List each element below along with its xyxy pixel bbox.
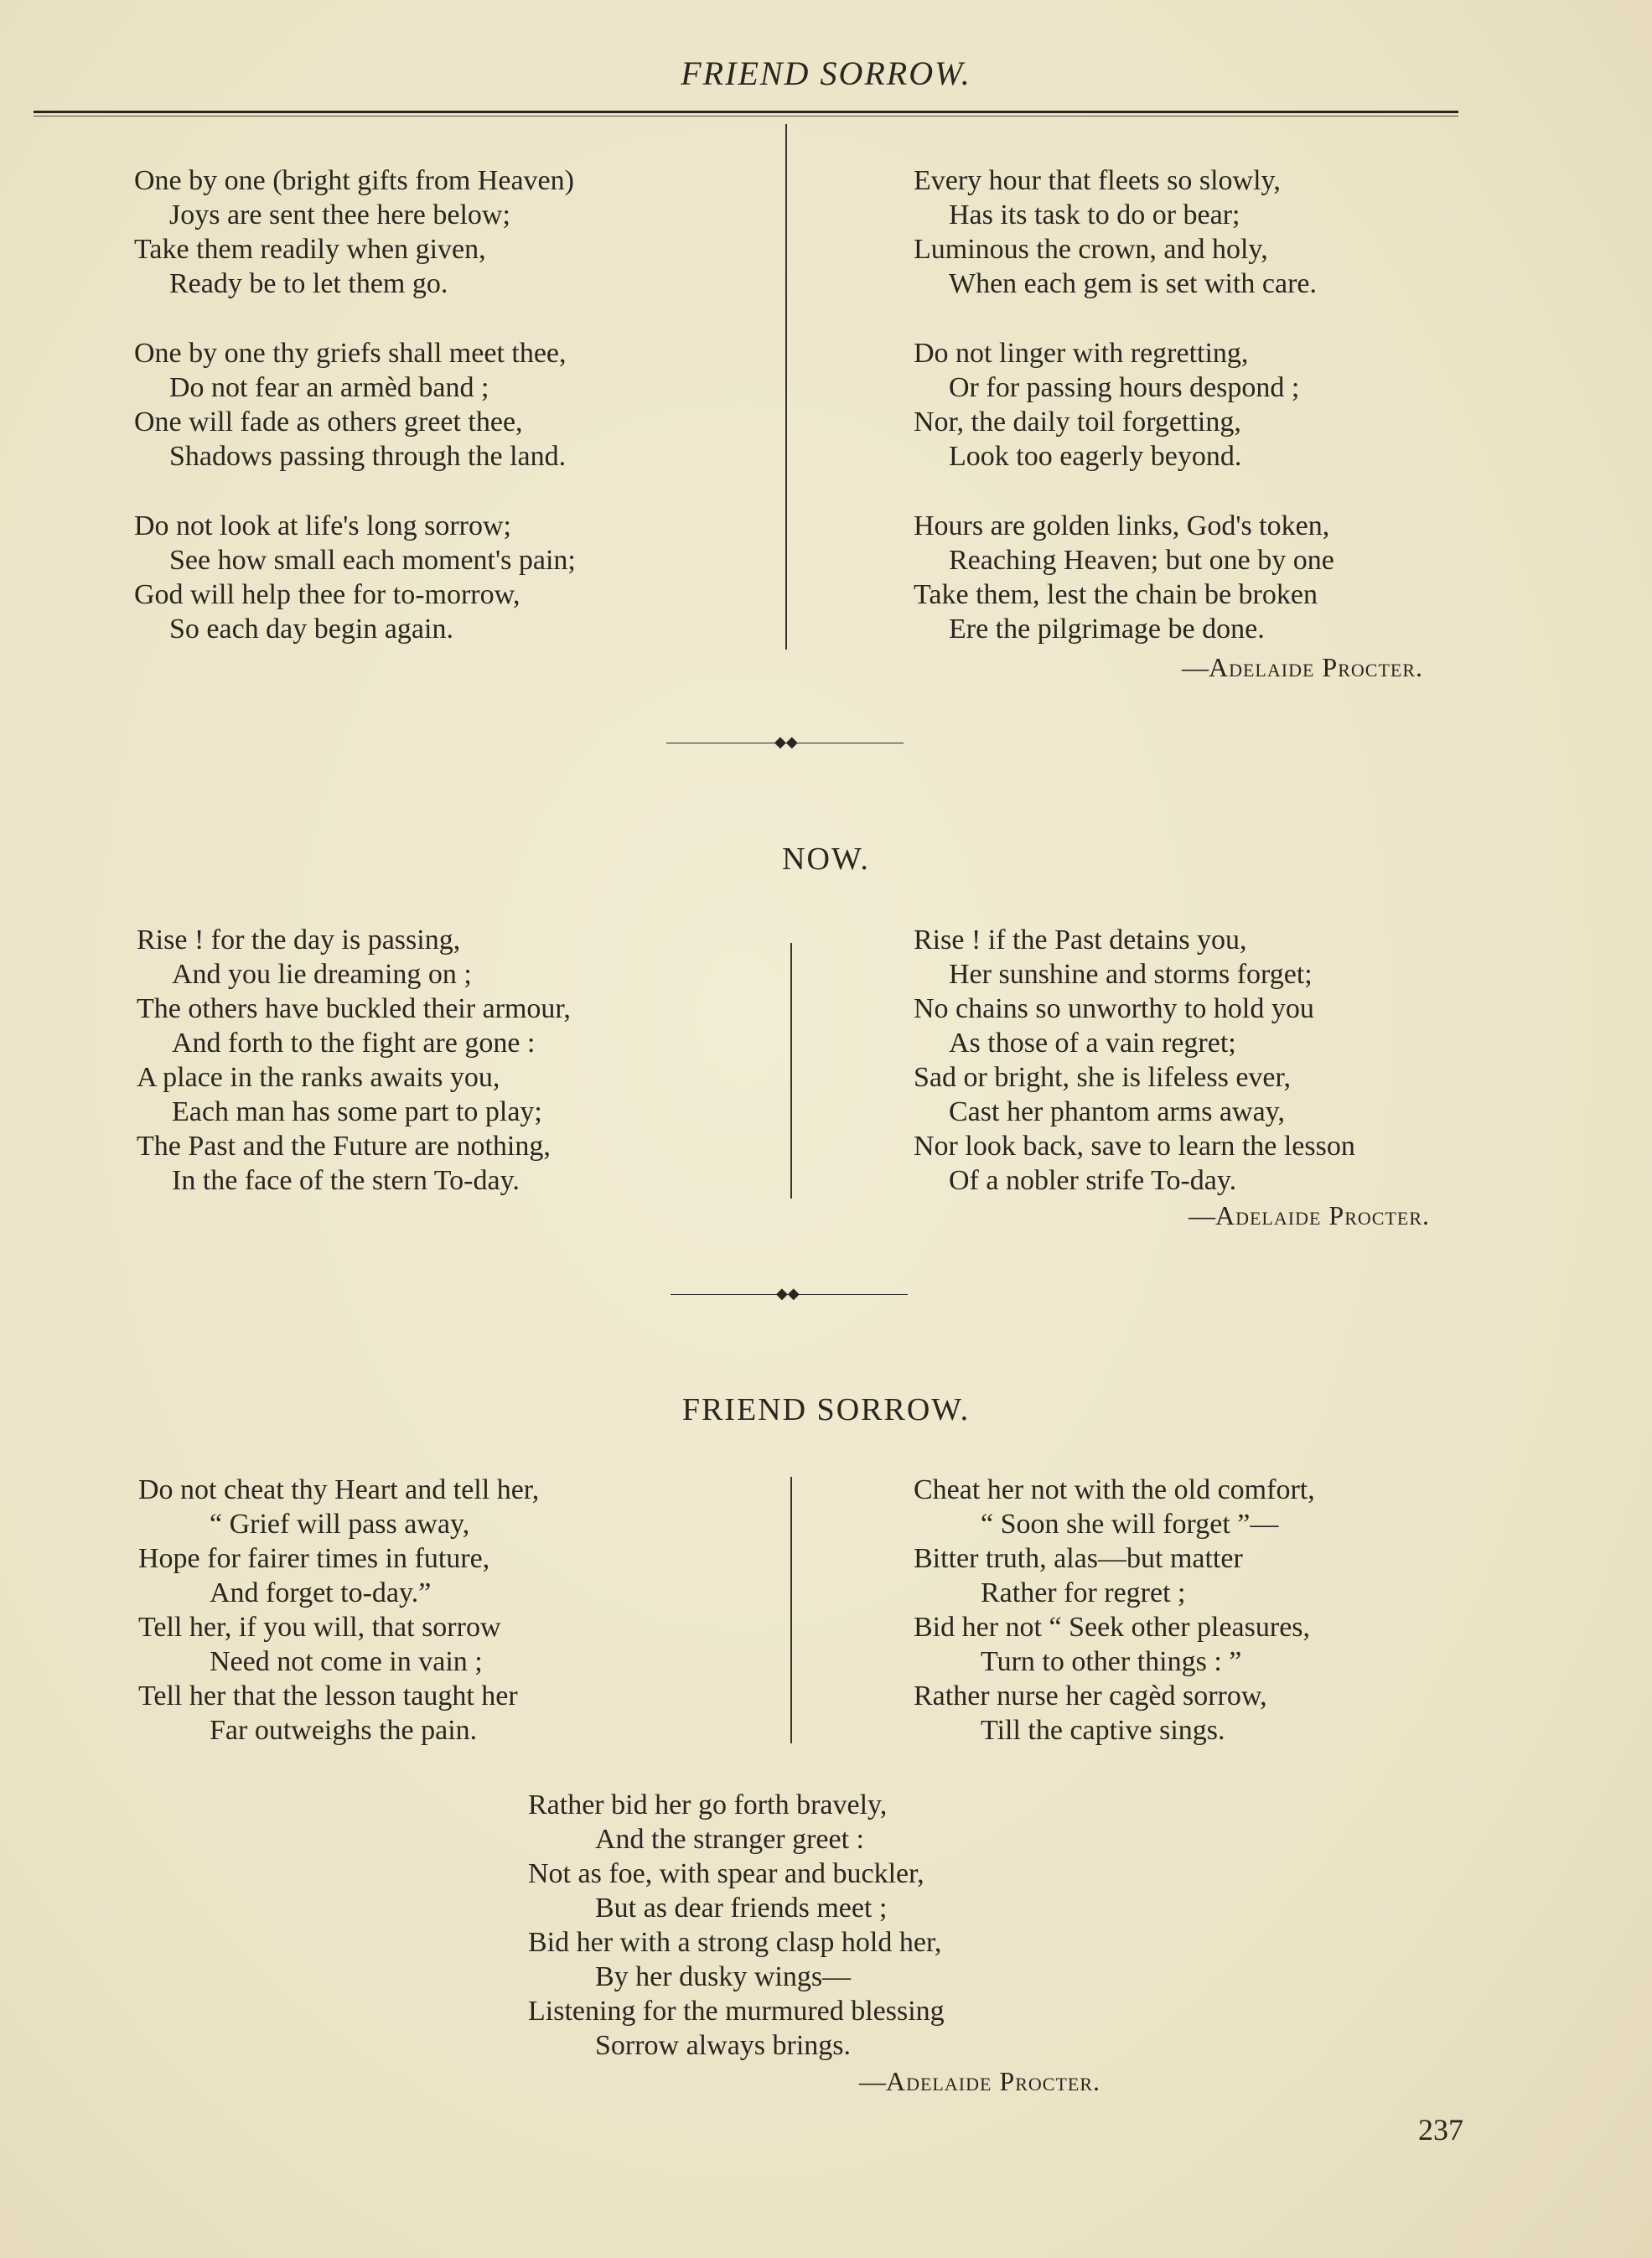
verse-line: Look too eagerly beyond. xyxy=(949,441,1242,472)
poem2-left-stanza xyxy=(137,923,571,1198)
verse-line: Joys are sent thee here below; xyxy=(169,199,510,230)
column-rule xyxy=(790,943,792,1199)
verse-line: “ Grief will pass away, xyxy=(210,1509,470,1540)
verse-line: As those of a vain regret; xyxy=(949,1028,1236,1059)
verse-line: And you lie dreaming on ; xyxy=(172,959,472,990)
poem2-attribution: —Adelaide Procter. xyxy=(1189,1200,1430,1230)
poem3-right-stanza xyxy=(914,1473,1315,1748)
verse-line: Turn to other things : ” xyxy=(981,1646,1242,1677)
poem3-title: FRIEND SORROW. xyxy=(681,1392,971,1427)
verse-line: Tell her, if you will, that sorrow xyxy=(138,1612,501,1643)
verse-line: Do not linger with regretting, xyxy=(914,338,1249,369)
poem1-left-stanza-3 xyxy=(134,509,576,646)
verse-line: Far outweighs the pain. xyxy=(210,1715,478,1746)
verse-line: Rather nurse her cagèd sorrow, xyxy=(914,1681,1267,1712)
verse-line: Rather bid her go forth bravely, xyxy=(528,1789,888,1820)
poem1-left-stanza-2 xyxy=(134,336,567,474)
verse-line: Sorrow always brings. xyxy=(595,2030,852,2061)
page-number: 237 xyxy=(1418,2113,1463,2147)
verse-line: Rise ! if the Past detains you, xyxy=(914,924,1247,956)
verse-line: And forth to the fight are gone : xyxy=(172,1028,536,1059)
verse-line: Sad or bright, she is lifeless ever, xyxy=(914,1062,1291,1093)
verse-line: Her sunshine and storms forget; xyxy=(949,959,1313,990)
verse-line: Rather for regret ; xyxy=(981,1577,1186,1608)
ornament-mark: ◆◆ xyxy=(774,733,798,750)
verse-line: Bid her with a strong clasp hold her, xyxy=(528,1927,942,1958)
verse-line: Tell her that the lesson taught her xyxy=(138,1681,518,1712)
verse-line: Do not cheat thy Heart and tell her, xyxy=(138,1474,540,1505)
verse-line: Listening for the murmured blessing xyxy=(528,1996,945,2027)
verse-line: The Past and the Future are nothing, xyxy=(137,1131,551,1162)
verse-line: No chains so unworthy to hold you xyxy=(914,993,1314,1024)
poem1-left-stanza-1 xyxy=(134,163,574,301)
poem1-right-stanza-1 xyxy=(914,163,1317,301)
poem3-attribution: —Adelaide Procter. xyxy=(859,2066,1100,2096)
verse-line: Nor look back, save to learn the lesson xyxy=(914,1131,1355,1162)
verse-line: And forget to-day.” xyxy=(210,1577,432,1608)
verse-line: Bitter truth, alas—but matter xyxy=(914,1543,1243,1574)
verse-line: Take them readily when given, xyxy=(134,234,486,265)
verse-line: Do not look at life's long sorrow; xyxy=(134,510,511,541)
verse-line: So each day begin again. xyxy=(169,614,453,645)
verse-line: Has its task to do or bear; xyxy=(949,199,1240,230)
ornament-mark: ◆◆ xyxy=(776,1285,800,1302)
verse-line: See how small each moment's pain; xyxy=(169,545,576,576)
verse-line: Till the captive sings. xyxy=(981,1715,1225,1746)
verse-line: Hope for fairer times in future, xyxy=(138,1543,490,1574)
verse-line: Shadows passing through the land. xyxy=(169,441,567,472)
verse-line: Of a nobler strife To-day. xyxy=(949,1165,1237,1196)
column-rule xyxy=(790,1477,792,1743)
header-rule xyxy=(34,111,1458,113)
verse-line: One will fade as others greet thee, xyxy=(134,407,523,438)
verse-line: Cheat her not with the old comfort, xyxy=(914,1474,1315,1505)
verse-line: Need not come in vain ; xyxy=(210,1646,483,1677)
verse-line: Bid her not “ Seek other pleasures, xyxy=(914,1612,1311,1643)
verse-line: One by one (bright gifts from Heaven) xyxy=(134,165,574,196)
poem2-title: NOW. xyxy=(782,842,870,877)
verse-line: A place in the ranks awaits you, xyxy=(137,1062,500,1093)
verse-line: One by one thy griefs shall meet thee, xyxy=(134,338,567,369)
verse-line: Nor, the daily toil forgetting, xyxy=(914,407,1241,438)
verse-line: “ Soon she will forget ”— xyxy=(981,1509,1279,1540)
poem3-left-stanza xyxy=(138,1473,539,1748)
verse-line: Rise ! for the day is passing, xyxy=(137,924,461,956)
poem1-attribution: —Adelaide Procter. xyxy=(1182,652,1423,682)
verse-line: God will help thee for to-morrow, xyxy=(134,579,520,610)
poem1-right-stanza-3 xyxy=(914,509,1334,646)
column-rule xyxy=(785,124,787,650)
poem1-right-stanza-2 xyxy=(914,336,1299,474)
verse-line: Every hour that fleets so slowly, xyxy=(914,165,1281,196)
verse-line: Luminous the crown, and holy, xyxy=(914,234,1268,265)
verse-line: Ready be to let them go. xyxy=(169,268,448,299)
verse-line: When each gem is set with care. xyxy=(949,268,1317,299)
verse-line: Take them, lest the chain be broken xyxy=(914,579,1318,610)
verse-line: Each man has some part to play; xyxy=(172,1096,542,1127)
verse-line: And the stranger greet : xyxy=(595,1824,864,1855)
poem3-center-stanza xyxy=(528,1788,945,2063)
header-rule-thin xyxy=(34,116,1458,117)
verse-line: Do not fear an armèd band ; xyxy=(169,372,489,403)
verse-line: Not as foe, with spear and buckler, xyxy=(528,1858,924,1889)
verse-line: Or for passing hours despond ; xyxy=(949,372,1300,403)
poem2-right-stanza xyxy=(914,923,1355,1198)
verse-line: But as dear friends meet ; xyxy=(595,1893,888,1924)
verse-line: Ere the pilgrimage be done. xyxy=(949,614,1265,645)
verse-line: Hours are golden links, God's token, xyxy=(914,510,1330,541)
verse-line: By her dusky wings— xyxy=(595,1961,852,1992)
verse-line: Cast her phantom arms away, xyxy=(949,1096,1285,1127)
verse-line: The others have buckled their armour, xyxy=(137,993,571,1024)
verse-line: In the face of the stern To-day. xyxy=(172,1165,520,1196)
verse-line: Reaching Heaven; but one by one xyxy=(949,545,1334,576)
running-head: FRIEND SORROW. xyxy=(681,54,971,92)
